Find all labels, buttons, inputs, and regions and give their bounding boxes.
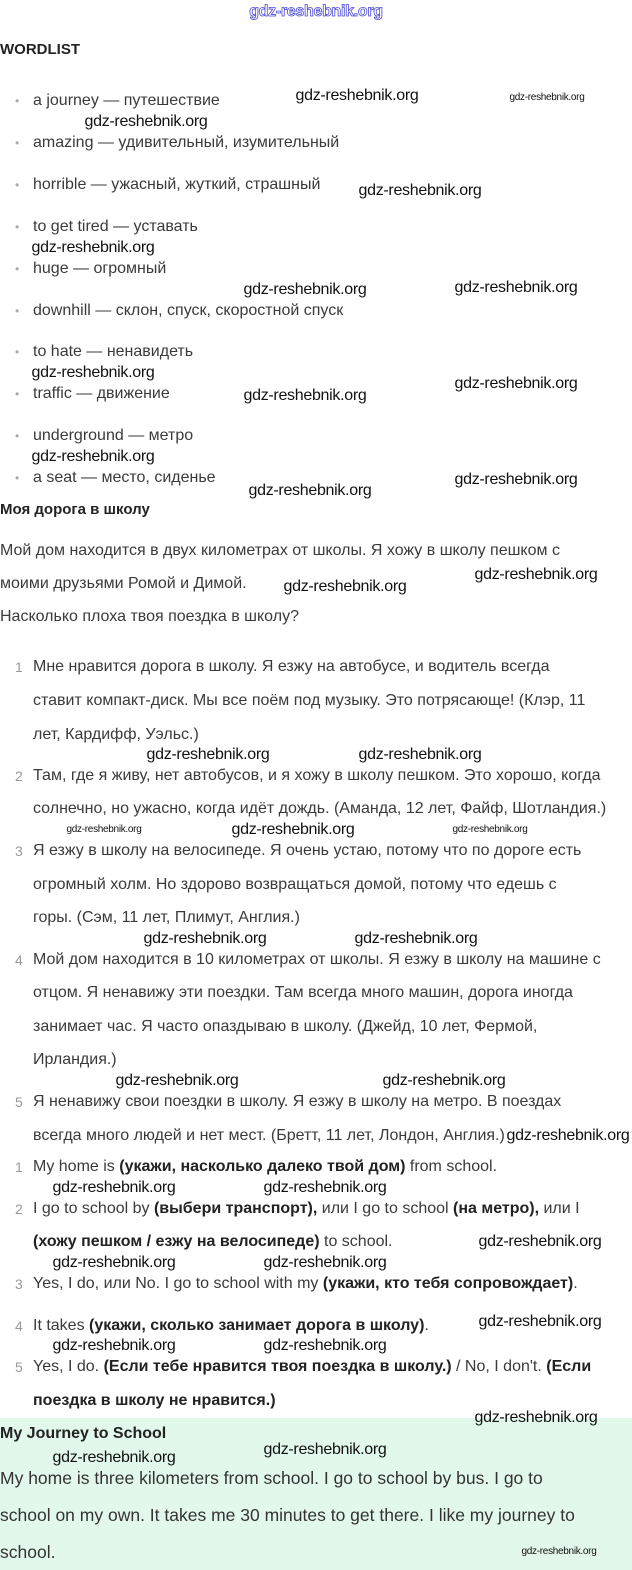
wordlist-title: WORDLIST	[0, 41, 80, 58]
answer-hint: (укажи, насколько далеко твой дом)	[119, 1158, 406, 1175]
wordlist-item: a journey — путешествие	[33, 92, 220, 109]
watermark: gdz-reshebnik.org	[506, 1127, 630, 1144]
review-line: Ирландия.)	[33, 1051, 117, 1068]
story-title: Моя дорога в школу	[0, 501, 150, 518]
watermark: gdz-reshebnik.org	[358, 746, 482, 763]
answer-hint: (Если тебе нравится твоя поездка в школу.)	[103, 1358, 452, 1375]
watermark: gdz-reshebnik.org	[382, 1072, 506, 1089]
watermark: gdz-reshebnik.org	[478, 1233, 602, 1250]
answer-hint: поездка в школу не нравится.)	[33, 1392, 276, 1409]
answer-hint: (хожу пешком / езжу на велосипеде)	[33, 1233, 320, 1250]
answer-number: 4	[15, 1318, 23, 1334]
review-line: занимает час. Я часто опаздываю в школу. (Джейд, 10 лет, Фермой,	[33, 1018, 538, 1035]
watermark: gdz-reshebnik.org	[31, 364, 155, 381]
review-line: всегда много людей и нет мест. (Бретт, 11 лет, Лондон, Англия.)	[33, 1127, 505, 1144]
answer-line	[33, 1274, 578, 1294]
watermark: gdz-reshebnik.org	[358, 182, 482, 199]
bullet-icon: •	[15, 94, 20, 108]
answer-number: 3	[15, 1276, 23, 1292]
header-watermark: gdz-reshebnik.org	[249, 3, 383, 20]
review-line: Мой дом находится в 10 километрах от школы. Я езжу в школу на машине с	[33, 951, 601, 968]
answer-hint: (на метро),	[453, 1200, 540, 1217]
watermark: gdz-reshebnik.org	[263, 1441, 387, 1458]
bullet-icon: •	[15, 262, 20, 276]
answer-line	[33, 1199, 580, 1219]
watermark: gdz-reshebnik.org	[248, 482, 372, 499]
review-line: отцом. Я ненавижу эти поездки. Там всегда много машин, дорога иногда	[33, 984, 573, 1001]
bullet-icon: •	[15, 178, 20, 192]
watermark: gdz-reshebnik.org	[478, 1313, 602, 1330]
watermark: gdz-reshebnik.org	[295, 87, 419, 104]
watermark: gdz-reshebnik.org	[31, 239, 155, 256]
answer-text: It takes	[33, 1317, 90, 1334]
answer-number: 5	[15, 1359, 23, 1375]
bullet-icon: •	[15, 304, 20, 318]
watermark: gdz-reshebnik.org	[84, 113, 208, 130]
answer-text: Yes, I do, или No. I go to school with my	[33, 1275, 323, 1292]
wordlist-item: a seat — место, сиденье	[33, 469, 216, 486]
review-number: 2	[15, 768, 23, 784]
watermark: gdz-reshebnik.org	[454, 471, 578, 488]
review-number: 4	[15, 952, 23, 968]
watermark: gdz-reshebnik.org	[263, 1179, 387, 1196]
review-line: Я ненавижу свои поездки в школу. Я езжу в школу на метро. В поездах	[33, 1093, 562, 1110]
wordlist-item: amazing — удивительный, изумительный	[33, 134, 340, 151]
sample-title: My Journey to School	[0, 1425, 167, 1442]
story-intro-line: Мой дом находится в двух километрах от школы. Я хожу в школу пешком с	[0, 542, 560, 559]
answer-line	[33, 1316, 429, 1336]
wordlist-item: traffic — движение	[33, 385, 170, 402]
sample-line: My home is three kilometers from school. I go to school by bus. I go to	[0, 1468, 543, 1488]
watermark: gdz-reshebnik.org	[509, 92, 585, 103]
answer-text: from school.	[405, 1158, 498, 1175]
sample-line: school.	[0, 1542, 56, 1562]
answer-text: to school.	[319, 1233, 393, 1250]
bullet-icon: •	[15, 220, 20, 234]
watermark: gdz-reshebnik.org	[52, 1254, 176, 1271]
answer-hint: (укажи, кто тебя сопровождает)	[322, 1275, 574, 1292]
bullet-icon: •	[15, 387, 20, 401]
wordlist-item: to hate — ненавидеть	[33, 343, 194, 360]
answer-text: Yes, I do.	[33, 1358, 104, 1375]
watermark: gdz-reshebnik.org	[354, 930, 478, 947]
answer-hint: (выбери транспорт),	[153, 1200, 318, 1217]
watermark: gdz-reshebnik.org	[115, 1072, 239, 1089]
review-number: 3	[15, 843, 23, 859]
answer-line	[33, 1157, 497, 1177]
answer-text: / No, I don't.	[451, 1358, 547, 1375]
answer-line	[33, 1232, 393, 1252]
watermark: gdz-reshebnik.org	[52, 1179, 176, 1196]
watermark: gdz-reshebnik.org	[521, 1546, 597, 1557]
review-line: лет, Кардифф, Уэльс.)	[33, 726, 199, 743]
review-line: Я езжу в школу на велосипеде. Я очень устаю, потому что по дороге есть	[33, 842, 582, 859]
answer-number: 1	[15, 1159, 23, 1175]
watermark: gdz-reshebnik.org	[263, 1254, 387, 1271]
watermark: gdz-reshebnik.org	[452, 824, 528, 835]
watermark: gdz-reshebnik.org	[31, 448, 155, 465]
answer-hint: (укажи, сколько занимает дорога в школу)	[89, 1317, 425, 1334]
bullet-icon: •	[15, 471, 20, 485]
answer-text: My home is	[33, 1158, 120, 1175]
review-line: ставит компакт-диск. Мы все поём под музыку. Это потрясающе! (Клэр, 11	[33, 692, 586, 709]
answer-line	[33, 1391, 276, 1411]
answer-text: или I	[539, 1200, 580, 1217]
answer-hint: (Если	[546, 1358, 592, 1375]
wordlist-item: underground — метро	[33, 427, 194, 444]
story-intro-line: моими друзьями Ромой и Димой.	[0, 575, 247, 592]
answer-number: 2	[15, 1201, 23, 1217]
review-line: Мне нравится дорога в школу. Я езжу на автобусе, и водитель всегда	[33, 658, 550, 675]
watermark: gdz-reshebnik.org	[52, 1337, 176, 1354]
watermark: gdz-reshebnik.org	[146, 746, 270, 763]
bullet-icon: •	[15, 345, 20, 359]
watermark: gdz-reshebnik.org	[283, 578, 407, 595]
story-question: Насколько плоха твоя поездка в школу?	[0, 608, 299, 625]
sample-line: school on my own. It takes me 30 minutes to get there. I like my journey to	[0, 1505, 575, 1525]
wordlist-item: huge — огромный	[33, 260, 167, 277]
answer-text: или I go to school	[317, 1200, 454, 1217]
bullet-icon: •	[15, 429, 20, 443]
watermark: gdz-reshebnik.org	[243, 281, 367, 298]
answer-line	[33, 1357, 591, 1377]
watermark: gdz-reshebnik.org	[243, 387, 367, 404]
wordlist-item: downhill — склон, спуск, скоростной спуск	[33, 302, 344, 319]
bullet-icon: •	[15, 136, 20, 150]
review-number: 1	[15, 659, 23, 675]
watermark: gdz-reshebnik.org	[454, 375, 578, 392]
answer-text: .	[573, 1275, 578, 1292]
watermark: gdz-reshebnik.org	[66, 824, 142, 835]
watermark: gdz-reshebnik.org	[52, 1449, 176, 1466]
review-number: 5	[15, 1094, 23, 1110]
watermark: gdz-reshebnik.org	[231, 821, 355, 838]
review-line: Там, где я живу, нет автобусов, и я хожу в школу пешком. Это хорошо, когда	[33, 767, 601, 784]
watermark: gdz-reshebnik.org	[454, 279, 578, 296]
watermark: gdz-reshebnik.org	[263, 1337, 387, 1354]
watermark: gdz-reshebnik.org	[474, 1409, 598, 1426]
answer-text: I go to school by	[33, 1200, 154, 1217]
watermark: gdz-reshebnik.org	[143, 930, 267, 947]
answer-text: .	[424, 1317, 429, 1334]
review-line: горы. (Сэм, 11 лет, Плимут, Англия.)	[33, 909, 300, 926]
review-line: солнечно, но ужасно, когда идёт дождь. (Аманда, 12 лет, Файф, Шотландия.)	[33, 800, 607, 817]
wordlist-item: horrible — ужасный, жуткий, страшный	[33, 176, 321, 193]
watermark: gdz-reshebnik.org	[474, 566, 598, 583]
wordlist-item: to get tired — уставать	[33, 218, 198, 235]
review-line: огромный холм. Но здорово возвращаться домой, потому что едешь с	[33, 876, 557, 893]
